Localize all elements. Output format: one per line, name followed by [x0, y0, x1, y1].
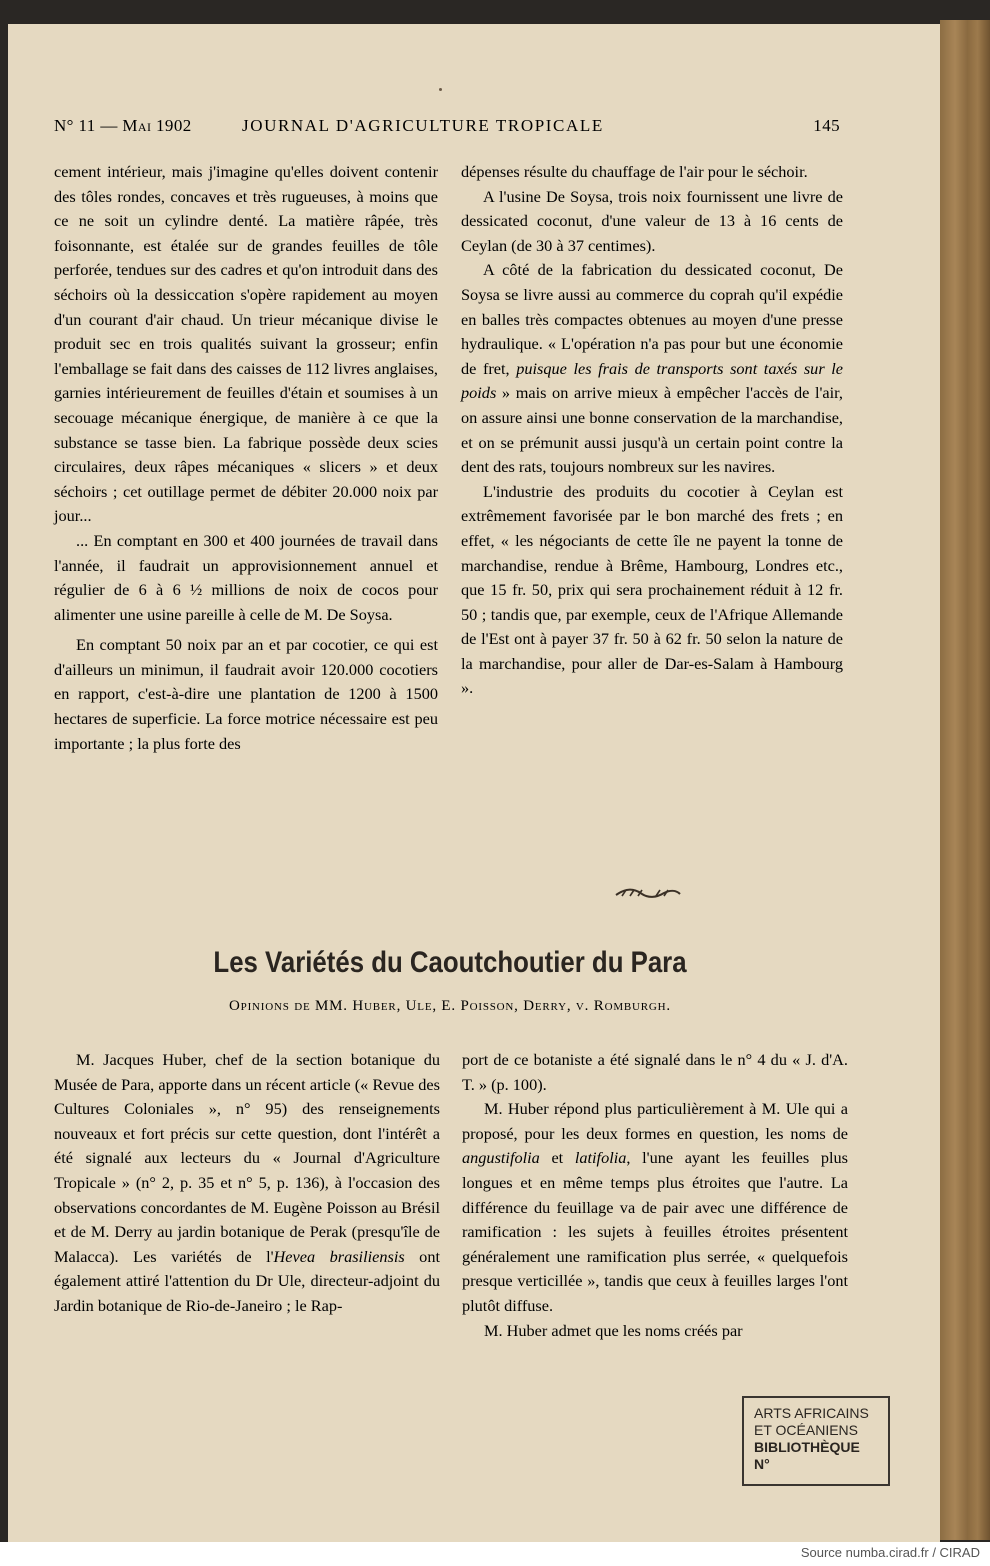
text-run: , l'une ayant les feuilles plus longues et en même temps plus étroites que l'autre. La différence du feuillage va de pair avec une différence de ramification : les sujets à feuilles étroites présentent généralement une ramification plus serrée, « quelquefois presque verticillée », tandis que ceux à feuilles larges l'ont plutôt diffuse. [462, 1148, 848, 1315]
library-stamp [742, 1396, 890, 1486]
text-run: A côté de la fabrication du dessicated coconut, De Soysa se livre aussi au commerce du coprah qu'il expédie en balles très compactes obtenues au moyen d'une presse hydraulique. « L'opération n'a pas pour but une économie de fret, [461, 260, 843, 378]
page-edge [940, 20, 990, 1540]
paragraph: En comptant 50 noix par an et par cocotier, ce qui est d'ailleurs un minimun, il faudrait avoir 120.000 cocotiers en rapport, c'est-à-dire une plantation de 1200 à 1500 hectares de superficie. La force motrice nécessaire est peu importante ; la plus forte des [54, 635, 438, 753]
issue-date: N° 11 — Mai 1902 [54, 116, 192, 135]
journal-title: JOURNAL D'AGRICULTURE TROPICALE [242, 116, 604, 135]
running-header [54, 116, 840, 140]
ornament-icon [612, 884, 684, 902]
text-run: M. Huber répond plus particulièrement à M. Ule qui a proposé, pour les deux formes en question, les noms de [462, 1099, 848, 1143]
italic-run: latifolia [574, 1148, 627, 1168]
stamp-line: BIBLIOTHÈQUE [754, 1439, 860, 1455]
article2-right-column [462, 1048, 848, 1343]
italic-run: Hevea brasiliensis [273, 1246, 405, 1266]
paragraph [54, 1048, 440, 1319]
paper-speck [439, 88, 442, 91]
italic-run: puisque les frais de transports sont taxés sur le poids [461, 358, 844, 403]
paragraph: ... En comptant en 300 et 400 journées de travail dans l'année, il faudrait un approvisionnement annuel et régulier de 6 à 6 ½ millions de noix de cocos pour alimenter une usine pareille à celle de M. De Soysa. [54, 530, 438, 624]
page-number: 145 [813, 116, 840, 135]
article2-title: Les Variétés du Caoutchoutier du Para [213, 946, 687, 979]
paragraph [461, 258, 843, 479]
paragraph: cement intérieur, mais j'imagine qu'elles doivent contenir des tôles rondes, concaves et très rugueuses, à moins que ce ne soit un cylindre denté. La matière râpée, très foisonnante, est étalée sur de grandes feuilles de tôle perforée, tendues sur des cadres et qu'on introduit dans des séchoirs où la dessiccation s'opère rapidement au moyen d'un courant d'air chaud. Un trieur mécanique divise le produit sec en trois qualités suivant la grosseur; enfin l'emballage se fait dans des caisses de 112 livres anglaises, garnies intérieurement de feuilles d'étain et soumises à un secouage mécanique énergique, de manière à ce que la substance se tasse bien. La fabrique possède deux scies circulaires, deux râpes mécaniques « slicers » et deux séchoirs ; cet outillage permet de débiter 20.000 noix par jour... [54, 162, 438, 526]
stamp-line: ET OCÉANIENS [754, 1422, 858, 1438]
text-run: ont également attiré l'attention du Dr Ule, directeur-adjoint du Jardin botanique de Rio-de-Janeiro ; le Rap- [54, 1246, 440, 1315]
paragraph: L'industrie des produits du cocotier à Ceylan est extrêmement favorisée par le bon marché des frets ; en effet, « les négociants de cette île ne payent la tonne de marchandise, rendue à Brême, Hambourg, Londres etc., que 15 fr. 50, prix qui sera prochainement réduit à 12 fr. 50 ; tandis que, par exemple, ceux de l'Afrique Allemande de l'Est ont à payer 37 fr. 50 à 62 fr. 50 selon la nature de la marchandise, pour aller de Dar-es-Salam à Hambourg ». [461, 481, 843, 698]
paragraph: M. Huber admet que les noms créés par [484, 1320, 743, 1340]
text-run: M. Jacques Huber, chef de la section botanique du Musée de Para, apporte dans un récent article (« Revue des Cultures Coloniales », n° 95) des renseignements nouveaux et fort précis sur cette question, dont l'intérêt a été signalé aux lecteurs du « Journal d'Agriculture Tropicale » (n° 2, p. 35 et n° 5, p. 136), à l'occasion des observations concordantes de M. Eugène Poisson au Brésil et de M. Derry au jardin botanique de Perak (presqu'île de Malacca). Les variétés de l' [54, 1050, 440, 1266]
article1-left-column [54, 160, 438, 756]
italic-run: angustifolia [462, 1148, 540, 1168]
paragraph: dépenses résulte du chauffage de l'air pour le séchoir. [461, 162, 808, 181]
paragraph: A l'usine De Soysa, trois noix fournissent une livre de dessicated coconut, d'une valeur de 13 à 16 cents de Ceylan (de 30 à 37 centimes). [461, 186, 843, 255]
source-credit: Source numba.cirad.fr / CIRAD [800, 1545, 980, 1560]
paragraph [462, 1097, 848, 1318]
article1-right-column [461, 160, 843, 701]
text-run: » mais on arrive mieux à empêcher l'accès de l'air, on assure ainsi une bonne conservation de la marchandise, et on se prémunit aussi jusqu'à un certain point contre la dent des rats, toujours nombreux sur les navires. [461, 383, 843, 477]
paragraph: port de ce botaniste a été signalé dans le n° 4 du « J. d'A. T. » (p. 100). [462, 1050, 848, 1094]
stamp-line: N° [754, 1456, 770, 1472]
stamp-line: ARTS AFRICAINS [754, 1405, 869, 1421]
text-run: et [539, 1148, 575, 1168]
article2-left-column [54, 1048, 440, 1319]
article2-subtitle: Opinions de MM. Huber, Ule, E. Poisson, Derry, v. Romburgh. [229, 998, 671, 1014]
